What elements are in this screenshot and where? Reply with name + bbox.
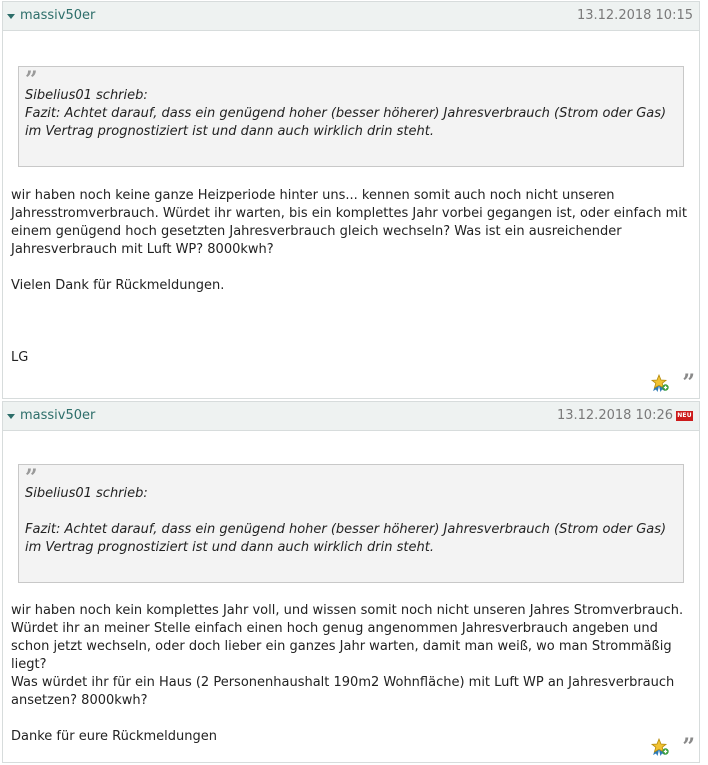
award-icon[interactable] [650,738,670,756]
quote-reply-button[interactable]: ” [682,734,693,760]
quote-mark-icon: ” [25,67,36,93]
post-paragraph: wir haben noch keine ganze Heizperiode hinter uns... kennen somit auch noch nicht unseren Jahresstromverbrauch. Würdet ihr warten, bis ein komplettes Jahr vorbei gegangen ist, oder einfach mit einem genügend hoch gesetzten Jahresverbrauch gleich wechseln? Was ist ein ausreichender Jahresverbrauch mit Luft WP? 8000kwh? [11,188,687,257]
post-actions [650,734,693,760]
post-author-link[interactable] [7,8,95,23]
post-actions [650,370,693,396]
quote-block [18,464,684,583]
quote-reply-button[interactable]: ” [682,370,693,396]
post-header [3,402,699,431]
post-author-link[interactable] [7,408,95,423]
author-name[interactable]: massiv50er [20,408,96,423]
post-paragraph: Danke für eure Rückmeldungen [11,729,217,744]
caret-down-icon[interactable] [7,414,15,419]
post-date: 13.12.2018 10:15 [576,8,693,23]
post-paragraph: wir haben noch kein komplettes Jahr voll, und wissen somit noch nicht unseren Jahres Stromverbrauch. [11,603,684,618]
award-icon[interactable] [650,374,670,392]
quote-author: Sibelius01 schrieb: [25,486,148,501]
post-header [3,2,699,31]
quote-text: Fazit: Achtet darauf, dass ein genügend hoher (besser höherer) Jahresverbrauch (Strom oder Gas) im Vertrag prognostiziert ist und dann auch wirklich drin steht. [25,106,667,139]
post-paragraph: LG [11,350,29,365]
post-paragraph: Vielen Dank für Rückmeldungen. [11,278,225,293]
post-body [11,602,697,746]
post-paragraph: Würdet ihr an meiner Stelle einfach einen hoch genug angenommen Jahresverbrauch angeben und schon jetzt wechseln, oder doch lieber ein ganzes Jahr warten, damit man weiß, wo man Strommäßig liegt? [11,621,672,672]
quote-author: Sibelius01 schrieb: [25,88,148,103]
quote-mark-icon: ” [25,465,36,491]
new-badge: NEU [677,412,692,419]
author-name[interactable]: massiv50er [20,8,96,23]
post-body [11,187,697,367]
post-paragraph: Was würdet ihr für ein Haus (2 Personenhaushalt 190m2 Wohnfläche) mit Luft WP an Jahresverbrauch ansetzen? 8000kwh? [11,675,675,708]
quote-block [18,66,684,167]
forum-post [2,1,700,399]
quote-text: Fazit: Achtet darauf, dass ein genügend hoher (besser höherer) Jahresverbrauch (Strom oder Gas) im Vertrag prognostiziert ist und dann auch wirklich drin steht. [25,522,667,555]
post-date: 13.12.2018 10:26 [556,408,673,423]
forum-post [2,401,700,763]
caret-down-icon[interactable] [7,14,15,19]
